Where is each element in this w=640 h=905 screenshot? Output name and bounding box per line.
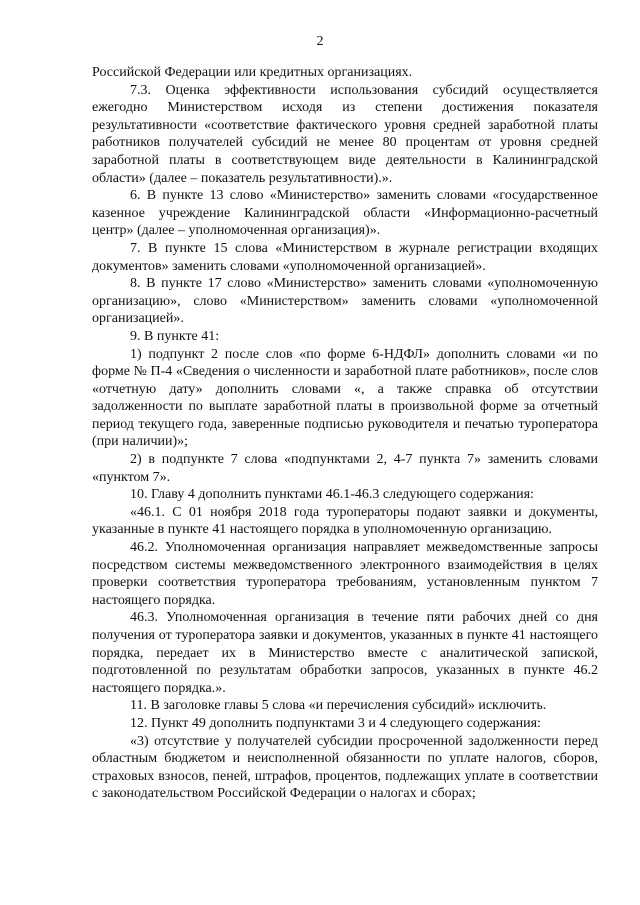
paragraph: 46.2. Уполномоченная организация направляет межведомственные запросы посредством системы межведомственного электронного взаимодействия в целях проверки соответствия туроператора требованиям, установленным пунктом 7 настоящего порядка. <box>92 540 598 608</box>
paragraph: 9. В пункте 41: <box>130 328 220 344</box>
paragraph: 10. Главу 4 дополнить пунктами 46.1-46.3 следующего содержания: <box>130 487 534 503</box>
paragraph: 8. В пункте 17 слово «Министерство» заменить словами «уполномоченную организацию», слово «Министерством» заменить словами «уполномоченной организацией». <box>92 276 598 327</box>
paragraph: 7. В пункте 15 слова «Министерством в журнале регистрации входящих документов» заменить словами «уполномоченной организацией». <box>92 240 598 274</box>
paragraph: 2) в подпункте 7 слова «подпунктами 2, 4-7 пункта 7» заменить словами «пунктом 7». <box>92 452 598 485</box>
paragraph: 1) подпункт 2 после слов «по форме 6-НДФЛ» дополнить словами «и по форме № П-4 «Сведения о численности и заработной плате работников», после слов «отчетную дату» дополнить словами «, а также справка об отсутствии задолженности по выплате заработной платы в произвольной форме за отчетный период текущего года, заверенные подписью руководителя и печатью туроператора (при наличии)»; <box>92 346 598 450</box>
paragraph: «46.1. С 01 ноября 2018 года туроператоры подают заявки и документы, указанные в пункте 41 настоящего порядка в уполномоченную организацию. <box>92 504 598 538</box>
paragraph: 7.3. Оценка эффективности использования субсидий осуществляется ежегодно Министерством исходя из степени достижения показателя результативности «соответствие фактического уровня средней заработной платы работников получателей субсидий не менее 80 процентам от уровня средней заработной платы в соответствующем виде деятельности в Калининградской области» (далее – показатель результативности).». <box>92 82 598 186</box>
document-body <box>92 64 598 803</box>
paragraph: 11. В заголовке главы 5 слова «и перечисления субсидий» исключить. <box>130 698 547 714</box>
paragraph: 6. В пункте 13 слово «Министерство» заменить словами «государственное казенное учреждение Калининградской области «Информационно-расчетный центр» (далее – уполномоченная организация)». <box>92 188 598 239</box>
paragraph: «3) отсутствие у получателей субсидии просроченной задолженности перед областным бюджетом и неисполненной обязанности по уплате налогов, сборов, страховых взносов, пеней, штрафов, процентов, подлежащих уплате в соответствии с законодательством Российской Федерации о налогах и сборах; <box>92 733 598 802</box>
paragraph: Российской Федерации или кредитных организациях. <box>92 65 413 80</box>
paragraph: 46.3. Уполномоченная организация в течение пяти рабочих дней со дня получения от туроператора заявки и документов, указанных в пункте 41 настоящего порядка, передает их в Министерство вместе с аналитической запиской, подготовленной по результатам обработки запросов, указанных в пункте 46.2 настоящего порядка.». <box>92 610 598 696</box>
paragraph: 12. Пункт 49 дополнить подпунктами 3 и 4 следующего содержания: <box>130 715 541 731</box>
page-number: 2 <box>316 34 324 49</box>
